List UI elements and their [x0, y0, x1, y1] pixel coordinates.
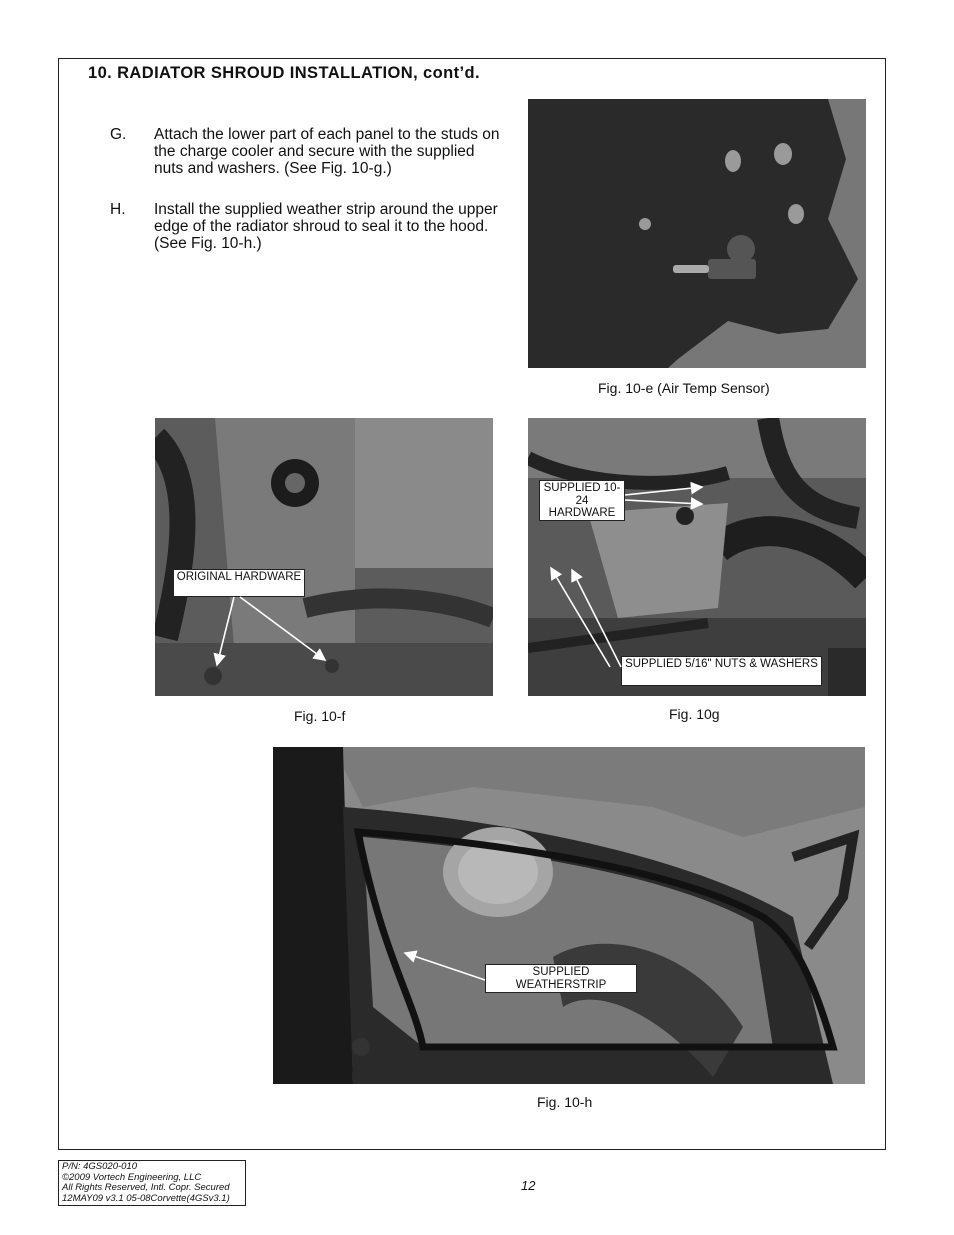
figure-10g-caption: Fig. 10g: [669, 706, 720, 722]
figure-10h-photo: [273, 747, 865, 1084]
step-letter: H.: [110, 201, 126, 218]
figure-10g-callout-bottom: SUPPLIED 5/16" NUTS & WASHERS: [621, 656, 822, 686]
step-text: Attach the lower part of each panel to the studs on the charge cooler and secure with the supplied nuts and washers. (See Fig. 10-g.): [154, 126, 500, 177]
figure-10e-photo: [528, 99, 866, 368]
figure-10g-photo: [528, 418, 866, 696]
footer-line: ©2009 Vortech Engineering, LLC: [62, 1171, 202, 1183]
section-heading: 10. RADIATOR SHROUD INSTALLATION, cont’d.: [88, 64, 480, 82]
figure-10h-callout: SUPPLIED WEATHERSTRIP: [485, 964, 637, 993]
figure-10h-caption: Fig. 10-h: [537, 1094, 593, 1110]
page-number: 12: [521, 1178, 536, 1193]
figure-10g-callout-top: SUPPLIED 10-24 HARDWARE: [539, 480, 625, 521]
step-text: Install the supplied weather strip around the upper edge of the radiator shroud to seal it to the hood. (See Fig. 10-h.): [154, 201, 498, 252]
figure-10e-caption: Fig. 10-e (Air Temp Sensor): [598, 380, 770, 396]
step-letter: G.: [110, 126, 127, 143]
figure-10f-caption: Fig. 10-f: [294, 708, 346, 724]
footer-line: P/N: 4GS020-010: [62, 1161, 137, 1172]
footer-info-box: [58, 1160, 246, 1206]
footer-line: All Rights Reserved, Intl. Copr. Secured: [62, 1182, 230, 1193]
footer-line: 12MAY09 v3.1 05-08Corvette(4GSv3.1): [62, 1192, 230, 1204]
figure-10f-photo: [155, 418, 493, 696]
figure-10f-callout: ORIGINAL HARDWARE: [173, 569, 305, 597]
